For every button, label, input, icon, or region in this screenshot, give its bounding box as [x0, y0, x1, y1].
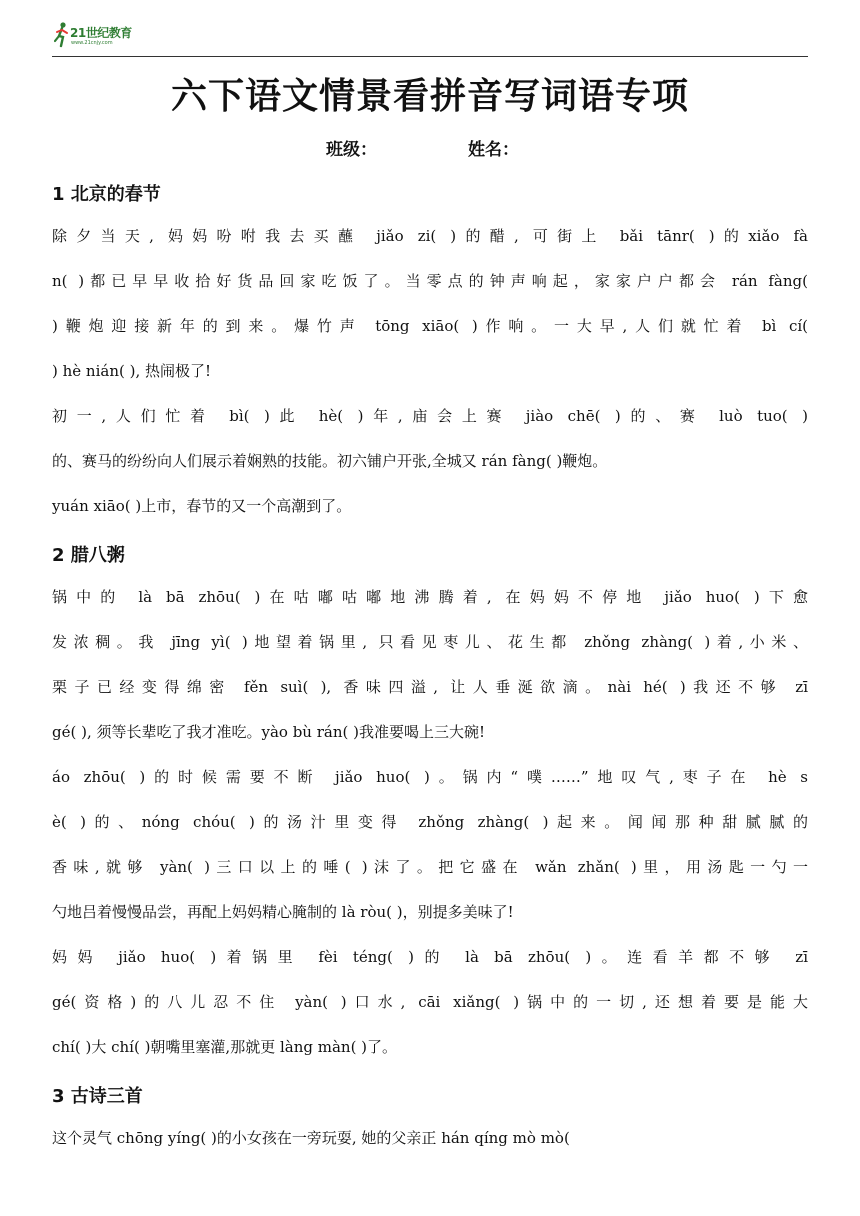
section-heading: 2 腊八粥 — [52, 545, 125, 566]
text-line: áo zhōu( )的时候需要不断 jiǎo huo( )。锅内“噗……”地叹气,枣子在 hè s — [52, 768, 808, 786]
text-line: gé(资格)的八儿忍不住 yàn( )口水, cāi xiǎng( )锅中的一切,还想着要是能大 — [52, 993, 808, 1011]
text-line: 妈妈 jiǎo huo( )着锅里 fèi téng( )的 là bā zhōu( )。连看羊都不够 zī — [52, 948, 808, 966]
text-line: 栗子已经变得绵密 fěn suì( ), 香味四溢, 让人垂涎欲滴。nài hé( )我还不够 zī — [52, 678, 808, 696]
text-line: 除夕当天, 妈妈吩咐我去买蘸 jiǎo zi( )的醋, 可街上 bǎi tānr( )的xiǎo fà — [52, 227, 808, 245]
text-line: )鞭炮迎接新年的到来。爆竹声 tōng xiāo( )作响。一大早,人们就忙着 bì cí( — [52, 317, 808, 335]
text-line: 香味,就够 yàn( )三口以上的唾( )沫了。把它盛在 wǎn zhǎn( )里，用汤匙一勺一 — [52, 858, 808, 876]
section-heading: 3 古诗三首 — [52, 1086, 143, 1107]
text-line: n( )都已早早收拾好货品回家吃饭了。当零点的钟声响起，家家户户都会 rán fàng( — [52, 272, 808, 290]
name-label: 姓名： — [468, 140, 519, 160]
section-heading: 1 北京的春节 — [52, 184, 161, 205]
logo-url: www.21cnjy.com — [71, 40, 113, 46]
class-label: 班级： — [326, 140, 377, 160]
text-line: 初一,人们忙着 bì( )此 hè( )年,庙会上赛 jiào chē( )的、赛 luò tuo( ) — [52, 407, 808, 425]
text-line: 这个灵气 chōng yíng( )的小女孩在一旁玩耍, 她的父亲正 hán qíng mò mò( — [52, 1129, 570, 1147]
text-line: gé( ), 须等长辈吃了我才准吃。yào bù rán( )我准要喝上三大碗! — [52, 723, 486, 741]
runner-icon — [54, 22, 70, 48]
page-title: 六下语文情景看拼音写词语专项 — [170, 76, 689, 117]
text-line: 勺地吕着慢慢品尝，再配上妈妈精心腌制的 là ròu( )，别提多美味了! — [52, 903, 514, 921]
text-line: ) hè nián( ), 热闹极了! — [52, 362, 212, 380]
text-line: yuán xiāo( )上市，春节的又一个高潮到了。 — [52, 497, 352, 515]
text-line: 发浓稠。我 jīng yì( )地望着锅里, 只看见枣儿、花生都 zhǒng zhàng( )着,小米、 — [52, 633, 808, 651]
text-line: chí( )大 chí( )朝嘴里塞灌,那就更 làng màn( )了。 — [52, 1038, 398, 1056]
text-line: 锅中的 là bā zhōu( )在咕嘟咕嘟地沸腾着, 在妈妈不停地 jiǎo huo( )下愈 — [52, 588, 808, 606]
page-header — [52, 18, 808, 57]
site-logo — [54, 20, 132, 50]
logo-text: 21世纪教育 — [70, 26, 132, 40]
text-line: è( )的、nóng chóu( )的汤汁里变得 zhǒng zhàng( )起来。闻闻那种甜腻腻的 — [52, 813, 808, 831]
text-line: 的、赛马的纷纷向人们展示着娴熟的技能。初六铺户开张,全城又 rán fàng( )鞭炮。 — [52, 452, 608, 470]
